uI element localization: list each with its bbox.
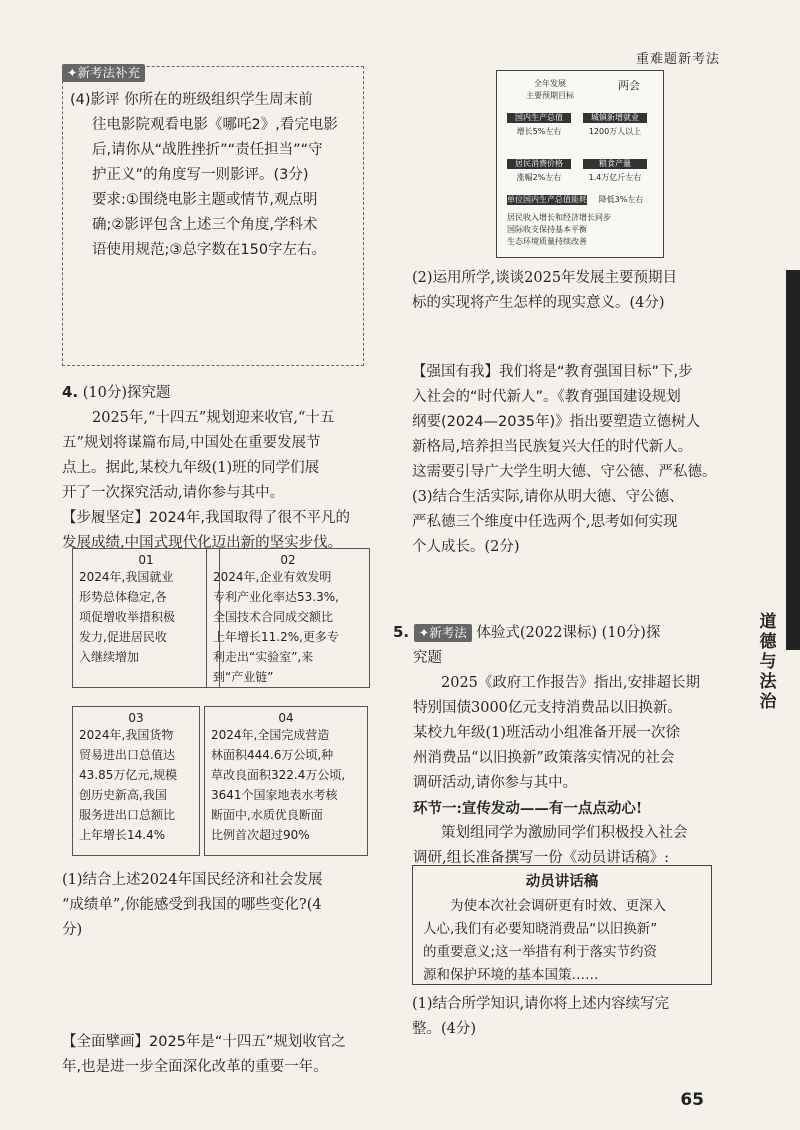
speech-title: 动员讲话稿 [525,874,599,890]
lightbulb-icon: ✦ [67,65,78,80]
card-line: 到“产业链” [213,670,274,684]
supplement-tag-wrap [62,62,145,82]
text-line: 要求:①围绕电影主题或情节,观点明 [92,192,318,208]
question-4 [62,380,372,556]
text-line: 调研,组长准备撰写一份《动员讲话稿》: [413,850,669,866]
target-head: 居民消费价格 [507,159,571,169]
card-line: 全国技术合同成交额比 [213,610,334,624]
text-line: (3)结合生活实际,请你从明大德、守公德、 [412,489,684,505]
stat-card-03 [72,706,200,856]
question-number: 5. [393,623,410,641]
card-number: 01 [138,553,154,567]
target-bullet: 国际收支保持基本平衡 [507,225,587,234]
text-line: 2025年,“十四五”规划迎来收官,“十五 [92,410,335,426]
target-head: 单位国内生产总值能耗 [507,195,587,204]
text-line: 发展成绩,中国式现代化迈出新的坚实步伐。 [62,535,343,551]
card-line: 草改良面积322.4万公顷, [211,768,346,782]
target-value: 1200万人以上 [588,127,642,136]
text-line: 个人成长。(2分) [412,539,520,555]
notebook-subtitle: 主要预期目标 [526,91,574,100]
speech-line: 为使本次社会调研更有时效、更深入 [450,898,666,914]
question-5 [393,620,723,871]
text-line: 点上。据此,某校九年级(1)班的同学们展 [62,460,320,476]
question-5-sub1 [412,992,727,1042]
new-exam-tag: ✦新考法 [414,624,472,642]
speech-box [412,865,712,985]
card-line: 创历史新高,我国 [79,788,167,802]
card-line: 43.85万亿元,规模 [79,768,178,782]
card-line: 形势总体稳定,各 [79,590,167,604]
text-line: 特别国债3000亿元支持消费品以旧换新。 [413,700,682,716]
text-line: 某校九年级(1)班活动小组准备开展一次徐 [413,725,681,741]
running-title: 重难题新考法 [635,52,720,67]
notebook-title: 全年发展 [534,79,566,88]
text-line: 这需要引导广大学生明大德、守公德、严私德。 [412,464,717,480]
text-line: 策划组同学为激励同学们积极投入社会 [441,825,688,841]
card-line: 2024年,企业有效发明 [213,570,332,584]
text-line: 后,请你从“战胜挫折”“责任担当”“守 [92,142,323,158]
question-4-sub3 [412,485,727,560]
stat-card-04 [204,706,368,856]
text-line: 年,也是进一步全面深化改革的重要一年。 [62,1059,328,1075]
text-line: (2)运用所学,谈谈2025年发展主要预期目 [412,270,678,286]
card-line: 服务进出口总额比 [79,808,176,822]
text-line: 2025《政府工作报告》指出,安排超长期 [441,675,701,691]
text-line: (4)影评 你所在的班级组织学生周末前 [70,92,313,108]
target-bullet: 居民收入增长和经济增长同步 [507,213,611,222]
question-4-sub1 [62,868,377,943]
text-line: 调研活动,请你参与其中。 [413,775,578,791]
target-head: 国内生产总值 [507,113,571,123]
text-line: 开了一次探究活动,请你参与其中。 [62,485,285,501]
text-line: (1)结合上述2024年国民经济和社会发展 [62,872,323,888]
side-tab-bar [786,270,800,650]
target-bullet: 生态环境质量持续改善 [507,237,587,246]
card-line: 利走出“实验室”,来 [213,650,314,664]
target-value: 1.4万亿斤左右 [588,173,642,182]
target-value: 涨幅2%左右 [516,173,562,182]
stat-card-01 [72,548,220,688]
speech-line: 的重要意义;这一举措有利于落实节约资 [423,944,658,960]
text-line: 确;②影评包含上述三个角度,学科术 [92,217,318,233]
text-line: 分) [62,922,83,938]
speech-line: 源和保护环境的基本国策…… [423,967,599,983]
card-line: 比例首次超过90% [211,828,310,842]
card-line: 上年增长11.2%,更多专 [213,630,339,644]
text-line: 护正义”的角度写一则影评。(3分) [92,167,309,183]
text-line: 【强国有我】我们将是“教育强国目标”下,步 [412,364,693,380]
card-line: 发力,促进居民收 [79,630,167,644]
targets-notebook [496,70,664,258]
text-line: 新格局,培养担当民族复兴大任的时代新人。 [412,439,693,455]
text-line: 【步履坚定】2024年,我国取得了很不平凡的 [62,510,351,526]
strong-nation-section [412,360,727,485]
card-line: 林面积444.6万公顷,种 [211,748,334,762]
stat-card-02 [206,548,370,688]
text-line: (1)结合所学知识,请你将上述内容续写完 [412,996,670,1012]
text-line: 入社会的“时代新人”。《教育强国建设规划 [412,389,681,405]
card-line: 上年增长14.4% [79,828,166,842]
text-line: 整。(4分) [412,1021,477,1037]
card-number: 04 [278,711,294,725]
question-title: 体验式(2022课标) (10分)探 [476,625,661,641]
card-line: 2024年,我国就业 [79,570,174,584]
question-number: 4. [62,383,79,401]
overall-planning [62,1030,377,1080]
text-line: 纲要(2024—2035年)》指出要塑造立德树人 [412,414,701,430]
question-title: (10分)探究题 [82,385,171,401]
text-line: “成绩单”,你能感受到我国的哪些变化?(4 [62,897,322,913]
card-line: 断面中,水质优良断面 [211,808,323,822]
target-head: 城镇新增就业 [583,113,647,123]
card-line: 2024年,全国完成营造 [211,728,330,742]
text-line: 【全面擘画】2025年是“十四五”规划收官之 [62,1034,346,1050]
subject-side-label: 道德与法治 [759,612,777,712]
supplement-tag: ✦新考法补充 [62,64,145,82]
card-line: 专利产业化率达53.3%, [213,590,339,604]
card-number: 03 [128,711,144,725]
card-number: 02 [280,553,296,567]
text-line: 标的实现将产生怎样的现实意义。(4分) [412,295,665,311]
card-line: 入继续增加 [79,650,140,664]
lightbulb-icon: ✦ [418,625,430,640]
card-line: 2024年,我国货物 [79,728,174,742]
card-line: 项促增收举措积极 [79,610,176,624]
question-4-sub2 [412,266,727,316]
page-number: 65 [680,1090,704,1110]
card-line: 3641个国家地表水考核 [211,788,338,802]
text-line: 五”规划将谋篇布局,中国处在重要发展节 [62,435,321,451]
text-line: 严私德三个维度中任选两个,思考如何实现 [412,514,678,530]
text-line: 州消费品“以旧换新”政策落实情况的社会 [413,750,675,766]
question-title-cont: 究题 [413,650,442,666]
section-heading: 环节一:宣传发动——有一点点动心! [413,800,643,817]
two-sessions-seal: 两会 [618,79,640,92]
target-head: 粮食产量 [583,159,647,169]
speech-line: 人心,我们有必要知晓消费品“以旧换新” [423,921,658,937]
target-value: 增长5%左右 [516,127,562,136]
text-line: 语使用规范;③总字数在150字左右。 [92,242,327,258]
film-review-question [70,88,360,263]
target-value: 降低3%左右 [598,195,644,204]
card-line: 贸易进出口总值达 [79,748,176,762]
text-line: 往电影院观看电影《哪吒2》,看完电影 [92,117,338,133]
